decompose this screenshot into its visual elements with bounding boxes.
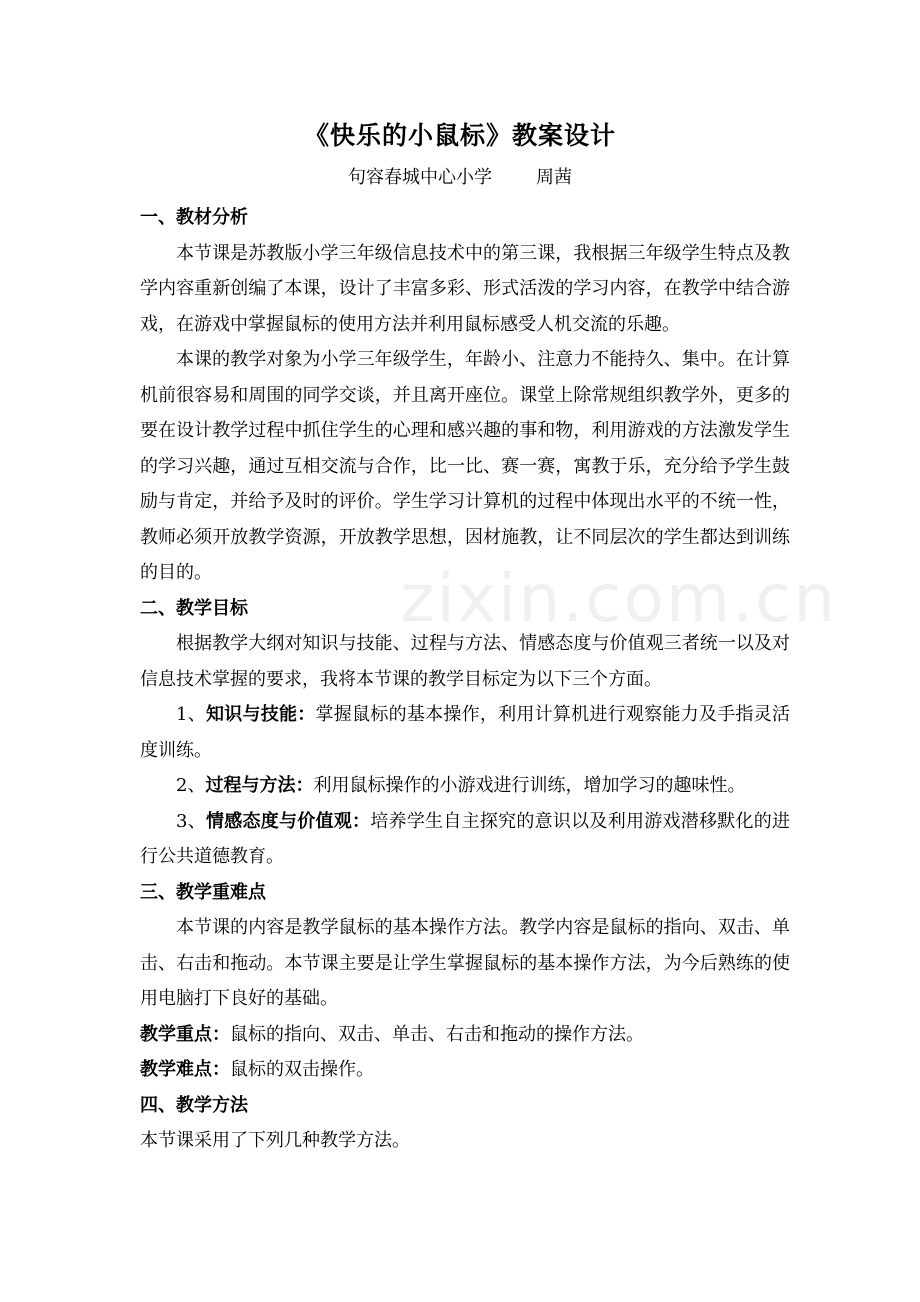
school-name: 句容春城中心小学 <box>348 167 492 188</box>
key-point-text: 鼠标的指向、双击、单击、右击和拖动的操作方法。 <box>230 1023 644 1045</box>
author-name: 周茜 <box>536 167 572 188</box>
goal-item <box>140 768 790 804</box>
goal-item <box>140 697 790 768</box>
watermark: zixin.com.cn <box>400 560 838 637</box>
goal-label: 知识与技能： <box>205 704 316 725</box>
goal-label: 过程与方法： <box>205 775 314 796</box>
paragraph: 本节课的内容是教学鼠标的基本操作方法。教学内容是鼠标的指向、双击、单击、右击和拖动。本节课主要是让学生掌握鼠标的基本操作方法，为今后熟练的使用电脑打下良好的基础。 <box>140 917 790 1009</box>
difficulty-label: 教学难点： <box>140 1059 230 1080</box>
goal-text: 掌握鼠标的基本操作，利用计算机进行观察能力及手指灵活度训练。 <box>140 704 791 761</box>
key-point-label: 教学重点： <box>140 1023 230 1045</box>
goal-label: 情感态度与价值观： <box>205 810 371 832</box>
paragraph: 本课的教学对象为小学三年级学生，年龄小、注意力不能持久、集中。在计算机前很容易和周围的同学交谈，并且离开座位。课堂上除常规组织教学外，更多的要在设计教学过程中抓住学生的心理和感兴趣的事和物，利用游戏的方法激发学生的学习兴趣，通过互相交流与合作，比一比、赛一赛，寓教于乐，充分给予学生鼓励与肯定，并给予及时的评价。学生学习计算机的过程中体现出水平的不统一性，教师必须开放教学资源，开放教学思想，因材施教，让不同层次的学生都达到训练的目的。 <box>140 349 790 583</box>
section-heading-teaching-goals: 二、教学目标 <box>140 597 248 619</box>
difficulty-text: 鼠标的双击操作。 <box>230 1059 374 1080</box>
document-title: 《快乐的小鼠标》教案设计 <box>303 121 616 150</box>
goal-item <box>140 804 790 875</box>
author-line <box>0 164 920 192</box>
difficulty-line <box>140 1052 790 1088</box>
section-heading-material-analysis: 一、教材分析 <box>140 207 248 228</box>
goal-number: 1、 <box>176 704 206 725</box>
goal-text: 利用鼠标操作的小游戏进行训练，增加学习的趣味性。 <box>313 775 746 796</box>
key-point-line <box>140 1017 790 1053</box>
paragraph: 本节课采用了下列几种教学方法。 <box>140 1130 410 1151</box>
paragraph: 根据教学大纲对知识与技能、过程与方法、情感态度与价值观三者统一以及对信息技术掌握的要求，我将本节课的教学目标定为以下三个方面。 <box>140 633 790 690</box>
goal-text: 培养学生自主探究的意识以及利用游戏潜移默化的进行公共道德教育。 <box>140 810 791 867</box>
paragraph: 本节课是苏教版小学三年级信息技术中的第三课，我根据三年级学生特点及教学内容重新创编了本课，设计了丰富多彩、形式活泼的学习内容，在教学中结合游戏，在游戏中掌握鼠标的使用方法并利用鼠标感受人机交流的乐趣。 <box>140 242 790 335</box>
goal-number: 3、 <box>176 810 206 832</box>
goal-number: 2、 <box>176 775 206 796</box>
section-heading-teaching-methods: 四、教学方法 <box>140 1094 248 1116</box>
document-body <box>140 200 790 1159</box>
section-heading-key-points: 三、教学重难点 <box>140 881 266 903</box>
